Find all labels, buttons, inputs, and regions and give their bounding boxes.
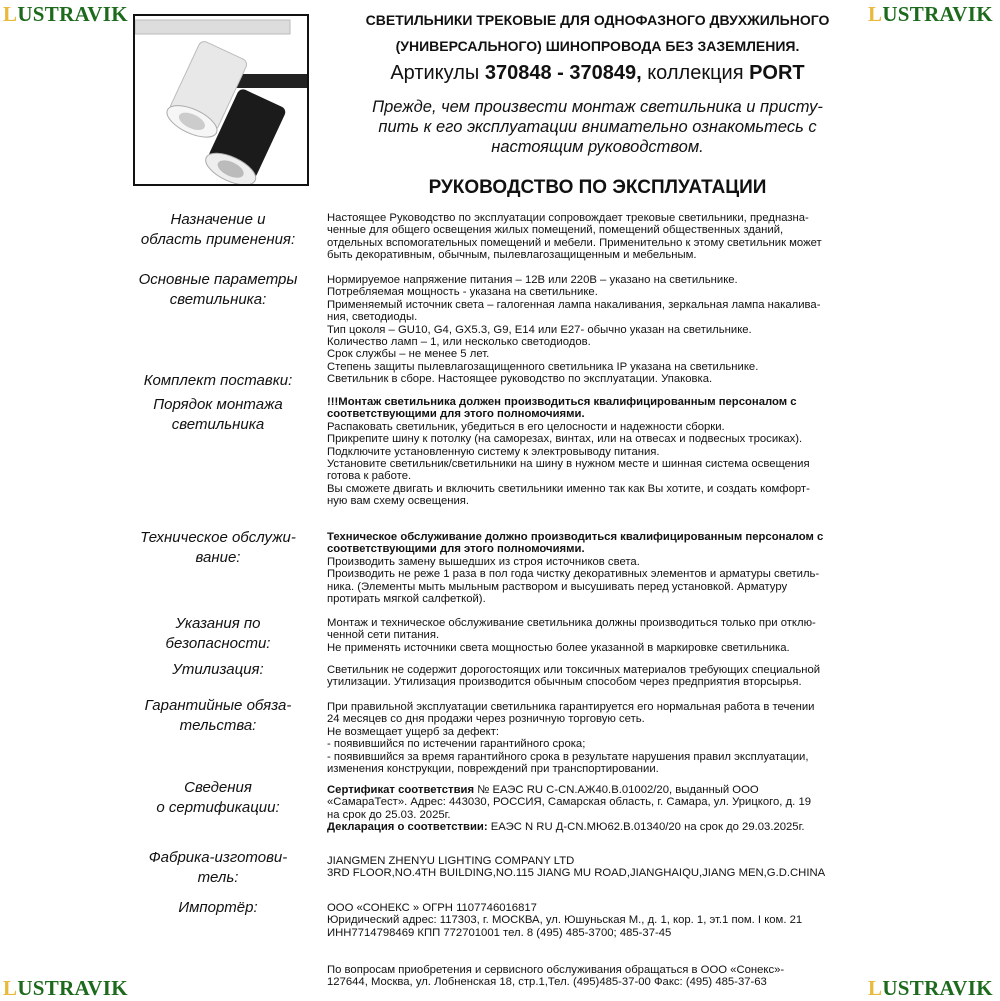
body-line xyxy=(327,676,820,688)
body-line xyxy=(327,274,820,286)
body-line xyxy=(327,373,712,385)
line-text: Светильник в сборе. Настоящее руководство по эксплуатации. Упаковка. xyxy=(327,373,713,385)
label-line: область применения: xyxy=(140,231,296,248)
body-line xyxy=(327,701,814,713)
body-line xyxy=(327,483,810,495)
line-text: Применяемый источник света – галогенная лампа накаливания, зеркальная лампа накалива- xyxy=(327,298,821,311)
section-body xyxy=(327,373,712,385)
header-line-2: (УНИВЕРСАЛЬНОГО) ШИНОПРОВОДА БЕЗ ЗАЗЕМЛЕНИЯ. xyxy=(395,38,800,54)
body-line xyxy=(327,286,820,298)
body-line xyxy=(327,408,810,420)
line-text: Настоящее Руководство по эксплуатации сопровождает трековые светильники, предназна- xyxy=(327,212,809,224)
articles-line: Артикулы 370848 - 370849, коллекция PORT xyxy=(390,62,805,84)
line-text: ООО «СОНЕКС » ОГРН 1107746016817 xyxy=(327,902,537,914)
body-line xyxy=(327,593,823,605)
body-line xyxy=(327,396,810,408)
label-line: Сведения xyxy=(184,779,252,796)
line-text: ную вам схему освещения. xyxy=(327,495,470,508)
lustravik-logo-bottom-right: LUSTRAVIK xyxy=(868,976,993,1000)
body-line xyxy=(327,470,810,482)
label-line: Назначение и xyxy=(170,211,266,228)
label-line: тельства: xyxy=(179,717,257,734)
line-text: JIANGMEN ZHENYU LIGHTING COMPANY LTD xyxy=(327,855,575,867)
section-body xyxy=(327,701,814,775)
line-text: ченной сети питания. xyxy=(327,629,440,642)
line-text: Тип цоколя – GU10, G4, GX5.3, G9, E14 или E27- обычно указан на светильнике. xyxy=(327,323,752,336)
body-line xyxy=(327,249,822,261)
section-body xyxy=(327,664,820,689)
body-line xyxy=(327,726,814,738)
line-text: Подключите установленную систему к электровыводу питания. xyxy=(327,445,660,458)
bold-term: Сертификат соответствия xyxy=(327,784,475,796)
section-label xyxy=(120,371,316,391)
line-text: Техническое обслуживание должно производиться квалифицированным персоналом с xyxy=(327,531,824,543)
header-line-1: СВЕТИЛЬНИКИ ТРЕКОВЫЕ ДЛЯ ОДНОФАЗНОГО ДВУХЖИЛЬНОГО xyxy=(365,12,830,28)
label-line: Указания по xyxy=(175,615,261,632)
body-line xyxy=(327,348,820,360)
body-line xyxy=(327,531,823,543)
line-text: - появившийся по истечении гарантийного срока; xyxy=(327,738,586,751)
line-text: ИНН7714798469 КПП 772701001 тел. 8 (495) 485-3700; 485-37-45 xyxy=(327,926,672,939)
body-line xyxy=(327,664,820,676)
line-text: - появившийся за время гарантийного срока в результате нарушения правил эксплуатации, xyxy=(327,750,809,763)
section-label xyxy=(120,210,316,250)
line-text: Производить замену вышедших из строя источников света. xyxy=(327,555,640,568)
line-text: утилизации. Утилизация производится обычным способом через предприятия вторсырья. xyxy=(327,676,802,689)
body-line xyxy=(327,964,802,976)
line-text: Не возмещает ущерб за дефект: xyxy=(327,725,500,738)
section-label xyxy=(120,696,316,736)
body-line xyxy=(327,237,822,249)
line-text: на срок до 25.03. 2025г. xyxy=(327,808,451,821)
body-line xyxy=(327,939,802,951)
section-label xyxy=(120,395,316,435)
body-line xyxy=(327,784,811,796)
body-line xyxy=(327,324,820,336)
section-body xyxy=(327,902,802,989)
body-line xyxy=(327,738,814,750)
label-line: безопасности: xyxy=(165,635,271,652)
body-line xyxy=(327,421,810,433)
line-text: Установите светильник/светильники на шину в нужном месте и шинная система освещения xyxy=(327,458,810,471)
body-line xyxy=(327,361,820,373)
body-line xyxy=(327,336,820,348)
section-label xyxy=(120,848,316,888)
label-line: Основные параметры xyxy=(138,271,298,288)
line-text: 24 месяцев со дня продажи через розничную торговую сеть. xyxy=(327,713,645,726)
body-line xyxy=(327,902,802,914)
body-line xyxy=(327,299,820,311)
section-label xyxy=(120,898,316,918)
section-label xyxy=(120,660,316,680)
line-text: отдельных вспомогательных помещений и мебели. Применительно к этому светильник может xyxy=(327,236,822,249)
label-line: о сертификации: xyxy=(156,799,280,816)
section-label xyxy=(120,270,316,310)
line-text: Светильник не содержит дорогостоящих или токсичных материалов требующих специальной xyxy=(327,664,821,676)
body-line xyxy=(327,976,802,988)
line-text: !!!Монтаж светильника должен производиться квалифицированным персоналом с xyxy=(327,396,797,408)
label-line: Импортёр: xyxy=(178,899,258,916)
body-line xyxy=(327,914,802,926)
body-line xyxy=(327,927,802,939)
intro-text: Прежде, чем произвести монтаж светильника и присту- пить к его эксплуатации внимательно ознакомьтесь с настоящим руководством. xyxy=(372,98,823,156)
body-line xyxy=(327,763,814,775)
body-line xyxy=(327,212,822,224)
body-line xyxy=(327,446,810,458)
body-line xyxy=(327,629,816,641)
body-line xyxy=(327,751,814,763)
line-text: ченные для общего освещения жилых помещений, помещений общественных зданий, xyxy=(327,224,784,237)
lustravik-logo-top-left: LUSTRAVIK xyxy=(3,2,128,26)
body-line xyxy=(327,433,810,445)
line-text: соответствующими для этого полномочиями. xyxy=(327,408,585,421)
lustravik-logo-top-right: LUSTRAVIK xyxy=(868,2,993,26)
label-line: вание: xyxy=(195,549,241,566)
line-text: Прикрепите шину к потолку (на саморезах, винтах, или на отвесах и подвесных тросиках). xyxy=(327,433,803,446)
body-line xyxy=(327,713,814,725)
section-body xyxy=(327,784,811,834)
body-line xyxy=(327,952,802,964)
line-text: изменения конструкции, повреждений при транспортировании. xyxy=(327,763,659,776)
line-text: 127644, Москва, ул. Лобненская 18, стр.1,Тел. (495)485-37-00 Факс: (495) 485-37-63 xyxy=(327,976,767,989)
section-body xyxy=(327,396,810,508)
line-text: готова к работе. xyxy=(327,470,412,483)
label-line: светильника xyxy=(171,416,265,433)
line-text: № ЕАЭС RU C-CN.АЖ40.В.01002/20, выданный ООО xyxy=(474,784,759,796)
body-line xyxy=(327,867,825,879)
label-line: Комплект поставки: xyxy=(143,372,293,389)
line-text: 3RD FLOOR,NO.4TH BUILDING,NO.115 JIANG MU ROAD,JIANGHAIQU,JIANG MEN,G.D.CHINA xyxy=(327,867,826,880)
body-line xyxy=(327,855,825,867)
label-line: Фабрика-изготови- xyxy=(148,849,288,866)
label-line: Утилизация: xyxy=(172,661,264,678)
body-line xyxy=(327,821,811,833)
line-text: Распаковать светильник, убедиться в его целосности и надежности сборки. xyxy=(327,420,725,433)
line-text: Не применять источники света мощностью более указанной в маркировке светильника. xyxy=(327,641,790,654)
section-body xyxy=(327,855,825,880)
label-line: Гарантийные обяза- xyxy=(144,697,292,714)
lustravik-logo-bottom-left: LUSTRAVIK xyxy=(3,976,128,1000)
product-photo xyxy=(133,14,309,186)
label-line: Порядок монтажа xyxy=(153,396,283,413)
line-text: быть декоративным, обычным, пылевлагозащищенным и мебельным. xyxy=(327,249,697,262)
bold-term: Декларация о соответствии: xyxy=(327,821,488,834)
line-text: Монтаж и техническое обслуживание светильника должны производиться только при отклю- xyxy=(327,617,816,629)
body-line xyxy=(327,311,820,323)
line-text: ЕАЭС N RU Д-CN.МЮ62.В.01340/20 на срок до 29.03.2025г. xyxy=(487,821,805,834)
body-line xyxy=(327,568,823,580)
manual-title: РУКОВОДСТВО ПО ЭКСПЛУАТАЦИИ xyxy=(428,177,767,198)
line-text: Производить не реже 1 раза в пол года чистку декоративных элементов и арматуры светиль- xyxy=(327,568,820,581)
body-line xyxy=(327,581,823,593)
line-text: Срок службы – не менее 5 лет. xyxy=(327,348,490,361)
body-line xyxy=(327,495,810,507)
line-text: ника. (Элементы мыть мыльным раствором и высушивать перед установкой. Арматуру xyxy=(327,580,788,593)
line-text: Вы сможете двигать и включить светильники именно так как Вы хотите, и создать комфорт- xyxy=(327,482,810,495)
line-text: ния, светодиоды. xyxy=(327,311,418,324)
line-text: По вопросам приобретения и сервисного обслуживания обращаться в ООО «Сонекс»- xyxy=(327,964,785,976)
line-text: Юридический адрес: 117303, г. МОСКВА, ул. Юшуньская М., д. 1, кор. 1, эт.1 пом. I ком. 21 xyxy=(327,914,803,927)
section-body xyxy=(327,531,823,605)
body-line xyxy=(327,809,811,821)
section-body xyxy=(327,617,816,654)
line-text: соответствующими для этого полномочиями. xyxy=(327,543,585,556)
line-text: Количество ламп – 1, или несколько светодиодов. xyxy=(327,336,591,349)
label-line: тель: xyxy=(197,869,239,886)
line-text: «СамараТест». Адрес: 443030, РОССИЯ, Самарская область, г. Самара, ул. Урицкого, д. 19 xyxy=(327,796,812,809)
body-line xyxy=(327,556,823,568)
label-line: светильника: xyxy=(169,291,267,308)
label-line: Техническое обслужи- xyxy=(140,529,296,546)
line-text: Нормируемое напряжение питания – 12В или 220В – указано на светильнике. xyxy=(327,274,738,286)
section-label xyxy=(120,614,316,654)
body-line xyxy=(327,796,811,808)
line-text: Потребляемая мощность - указана на светильнике. xyxy=(327,286,598,299)
line-text: При правильной эксплуатации светильника гарантируется его нормальная работа в течении xyxy=(327,701,815,713)
body-line xyxy=(327,224,822,236)
body-line xyxy=(327,458,810,470)
body-line xyxy=(327,642,816,654)
body-line xyxy=(327,617,816,629)
line-text: Степень защиты пылевлагозащищенного светильника IP указана на светильнике. xyxy=(327,360,759,373)
section-body xyxy=(327,212,822,262)
body-line xyxy=(327,543,823,555)
section-label xyxy=(120,528,316,568)
section-label xyxy=(120,778,316,818)
line-text: протирать мягкой салфеткой). xyxy=(327,593,486,606)
section-body xyxy=(327,274,820,373)
